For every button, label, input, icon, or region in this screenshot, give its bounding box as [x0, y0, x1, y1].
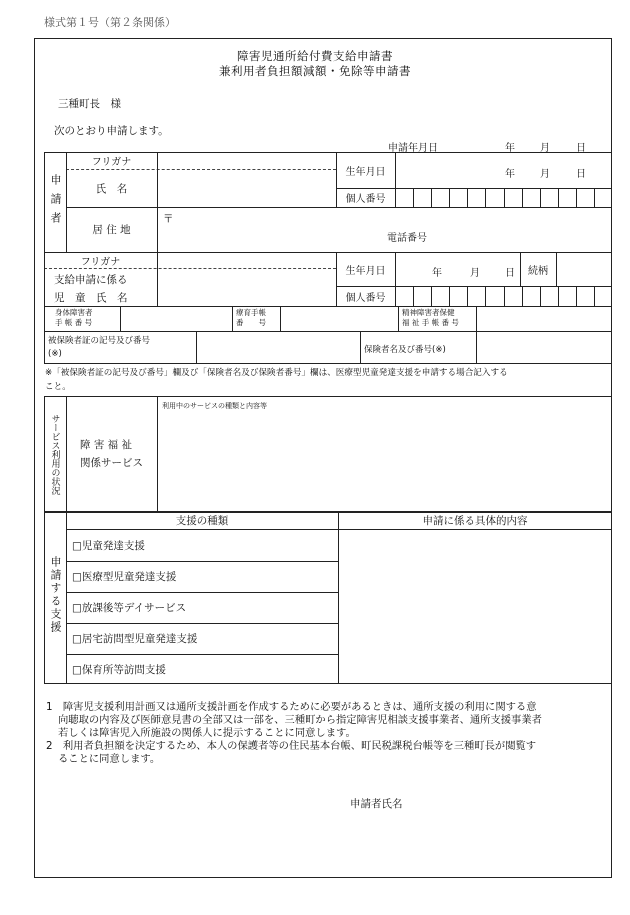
digit-divider [504, 188, 505, 207]
digit-divider [485, 188, 486, 207]
digit-divider [431, 188, 432, 207]
consent-item-2-line-1: 2 利用者負担額を決定するため、本人の保護者等の住民基本台帳、町民税課税台帳等を三種町長が閲覧す [46, 740, 537, 752]
applicant-birth-day: 日 [576, 169, 586, 180]
physical-cert-field[interactable] [120, 306, 232, 331]
phone-label: 電話番号 [387, 233, 427, 244]
insurance-note-line-2: こと。 [45, 382, 71, 392]
insured-number-label-2: (※) [48, 349, 62, 359]
support-option-nursery-visit-support[interactable]: □保育所等訪問支援 [72, 663, 166, 676]
consent-item-2-line-2: ることに同意します。 [58, 753, 161, 765]
phone-field[interactable] [450, 222, 600, 248]
mental-cert-label-1: 精神障害者保健 [402, 308, 455, 317]
insurer-field[interactable] [476, 331, 612, 363]
form-title: 障害児通所給付費支給申請書 [237, 49, 393, 63]
consent-item-1-line-3: 若しくは障害児入所施設の関係人に提示することに同意します。 [58, 727, 356, 739]
digit-divider [558, 286, 559, 306]
applicant-address-field[interactable] [170, 207, 370, 252]
insured-number-label-1: 被保険者証の記号及び番号 [48, 336, 151, 346]
service-usage-section-label: サービス利用の状況 [49, 413, 60, 495]
support-option-child-development[interactable]: □児童発達支援 [72, 539, 145, 552]
table-line [398, 306, 399, 331]
service-content-label: 利用中のサービスの種類と内容等 [162, 402, 267, 410]
intro-text: 次のとおり申請します。 [54, 125, 169, 137]
consent-item-1-line-1: 1 障害児支援利用計画又は通所支援計画を作成するために必要があるときは、通所支援の利用に関する意 [46, 701, 537, 713]
applicant-name-label: 氏 名 [95, 182, 128, 195]
application-date-label: 申請年月日 [388, 143, 438, 154]
digit-divider [594, 188, 595, 207]
table-line [44, 363, 612, 364]
digit-divider [522, 188, 523, 207]
digit-divider [576, 188, 577, 207]
relationship-field[interactable] [556, 252, 612, 286]
form-number: 様式第１号（第２条関係） [44, 16, 176, 29]
table-line [338, 512, 339, 684]
digit-divider [540, 286, 541, 306]
postal-mark: 〒 [163, 213, 174, 225]
addressee: 三種町長 様 [58, 98, 121, 110]
digit-divider [576, 286, 577, 306]
applicant-birth-label: 生年月日 [345, 166, 386, 178]
service-category-line-1: 障 害 福 祉 [80, 439, 133, 451]
child-birth-month: 月 [470, 268, 480, 279]
digit-divider [413, 286, 414, 306]
table-line [395, 152, 396, 207]
table-line [232, 306, 233, 331]
child-personal-number-label: 個人番号 [345, 292, 386, 304]
support-type-header: 支援の種類 [175, 515, 229, 527]
applicant-birth-month: 月 [540, 169, 550, 180]
digit-divider [467, 286, 468, 306]
child-birth-day: 日 [505, 268, 515, 279]
child-birth-label: 生年月日 [345, 265, 386, 277]
support-section-label: 申請する支援 [49, 556, 62, 634]
applicant-personal-number-label: 個人番号 [345, 194, 386, 205]
ryoiku-field[interactable] [280, 306, 398, 331]
applicant-birth-year: 年 [505, 169, 515, 180]
table-line [66, 512, 67, 684]
table-line [157, 396, 158, 512]
digit-divider [522, 286, 523, 306]
applicant-name-field[interactable] [157, 169, 336, 207]
support-details-field[interactable] [342, 533, 608, 681]
table-line [395, 252, 396, 306]
support-option-after-school-day-service[interactable]: □放課後等デイサービス [72, 602, 187, 614]
applicant-furigana-label: フリガナ [91, 157, 132, 168]
table-line [360, 331, 361, 363]
child-name-label-1: 支給申請に係る [54, 274, 128, 286]
insurance-note-line-1: ※「被保険者証の記号及び番号」欄及び「保険者名及び保険者番号」欄は、医療型児童発達支援を申請する場合記入する [45, 368, 508, 378]
digit-divider [594, 286, 595, 306]
digit-divider [449, 188, 450, 207]
signature-label: 申請者氏名 [350, 798, 403, 810]
application-date-month: 月 [540, 143, 550, 154]
service-category-line-2: 関係サービス [80, 457, 143, 469]
support-option-home-visit-child-development[interactable]: □居宅訪問型児童発達支援 [72, 633, 198, 645]
applicant-section-label: 申請者 [49, 173, 62, 231]
mental-cert-label-2: 福 祉 手 帳 番 号 [402, 318, 459, 327]
digit-divider [467, 188, 468, 207]
service-content-field[interactable] [160, 412, 608, 508]
digit-divider [504, 286, 505, 306]
child-birth-year: 年 [432, 268, 442, 279]
digit-divider [485, 286, 486, 306]
relationship-label: 続柄 [528, 265, 548, 277]
support-details-header: 申請に係る具体的内容 [422, 515, 528, 527]
insured-number-field[interactable] [196, 331, 360, 363]
child-furigana-field[interactable] [157, 252, 336, 268]
digit-divider [540, 188, 541, 207]
child-name-field[interactable] [157, 268, 336, 306]
mental-cert-field[interactable] [476, 306, 612, 331]
physical-cert-label-2: 手 帳 番 号 [55, 318, 93, 327]
application-date-year: 年 [505, 143, 515, 154]
ryoiku-label-2: 番 号 [236, 318, 266, 327]
digit-divider [558, 188, 559, 207]
digit-divider [413, 188, 414, 207]
signature-field[interactable] [420, 790, 600, 814]
applicant-furigana-field[interactable] [157, 152, 336, 169]
digit-divider [431, 286, 432, 306]
insurer-label: 保険者名及び番号(※) [364, 345, 446, 355]
physical-cert-label-1: 身体障害者 [55, 308, 93, 317]
child-furigana-label: フリガナ [80, 256, 121, 268]
application-date-day: 日 [576, 143, 586, 154]
table-line [66, 396, 67, 512]
child-name-label-2: 児 童 氏 名 [54, 292, 128, 304]
digit-divider [449, 286, 450, 306]
consent-item-1-line-2: 向聴取の内容及び医師意見書の全部又は一部を、三種町から指定障害児相談支援事業者、通所支援事業者 [58, 714, 542, 726]
ryoiku-label-1: 療育手帳 [236, 308, 266, 317]
form-subtitle: 兼利用者負担額減額・免除等申請書 [219, 64, 411, 78]
applicant-address-label: 居 住 地 [92, 224, 131, 236]
support-option-medical-child-development[interactable]: □医療型児童発達支援 [72, 571, 177, 583]
